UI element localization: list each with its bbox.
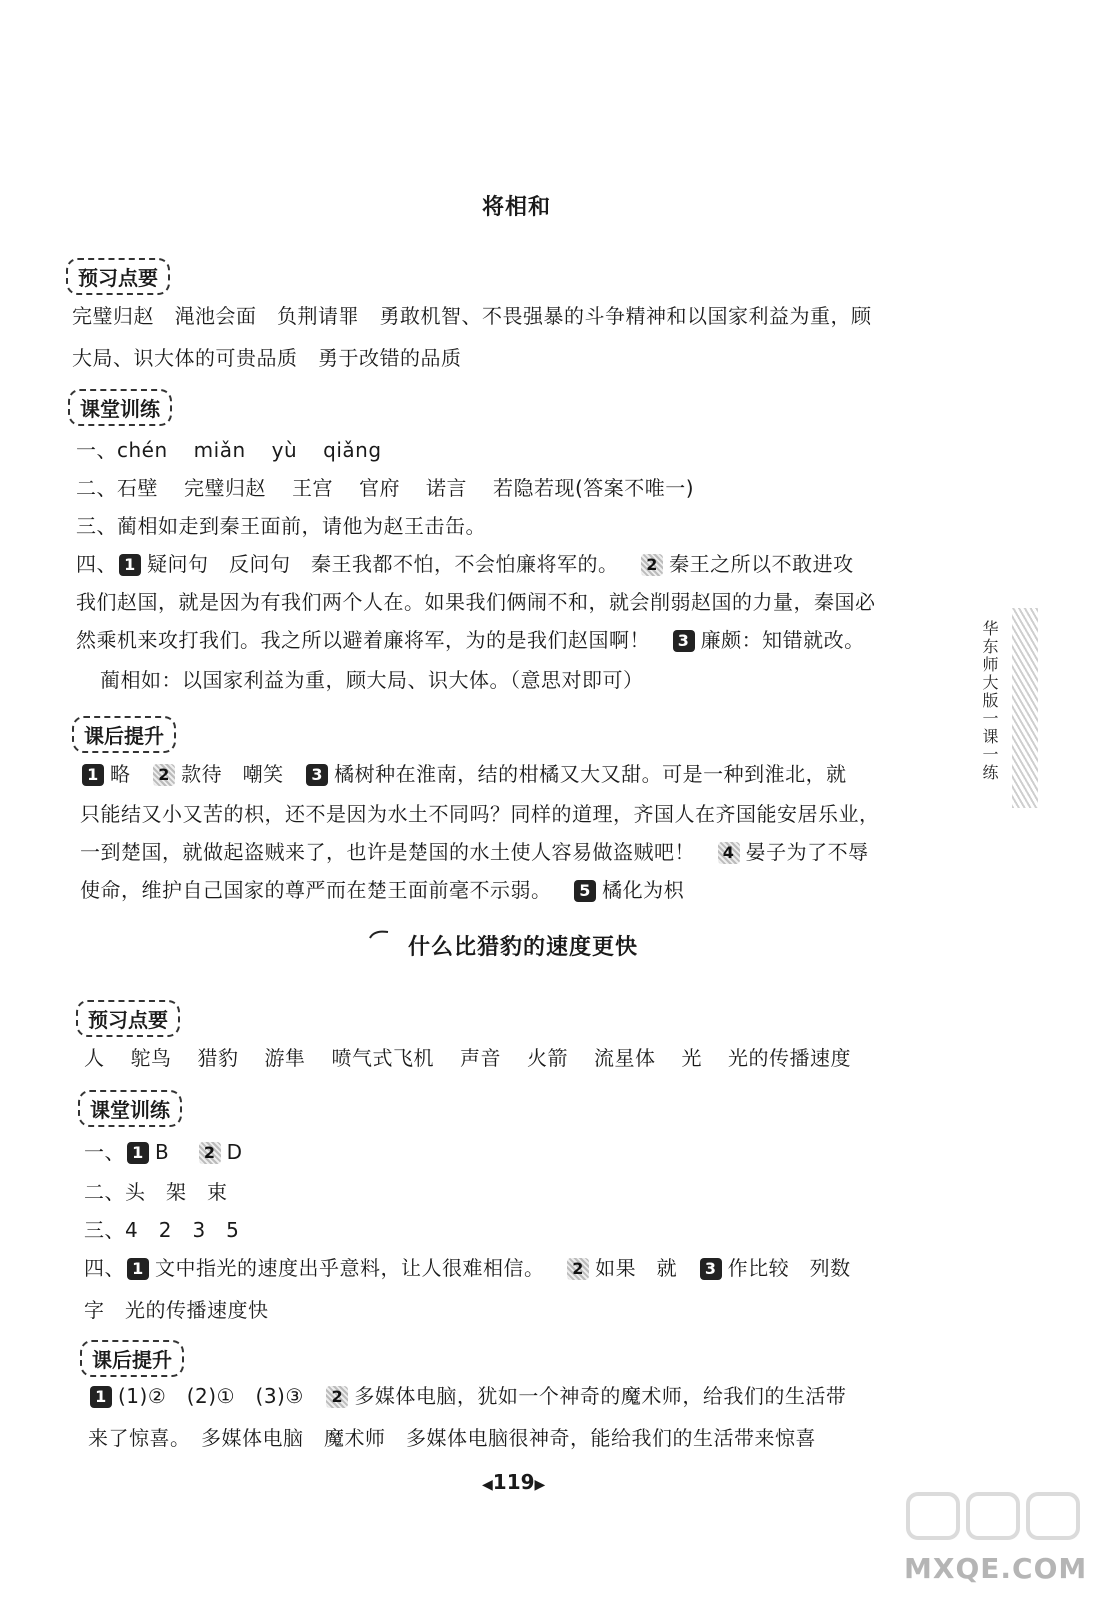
s2-exercise-4-line-2: 字 光的传播速度快: [84, 1298, 269, 1322]
answer-text: 橘化为枳: [602, 878, 685, 902]
exercise-2: [76, 472, 694, 501]
preview-item: 人: [84, 1046, 105, 1070]
word-item: 石壁: [117, 476, 158, 500]
answer-text: B: [155, 1140, 170, 1164]
answer-text: 疑问句 反问句 秦王我都不怕，不会怕廉将军的。: [147, 552, 619, 576]
preview-tag: 预习点要: [76, 1000, 180, 1037]
side-label: 华东师大版一课一练: [980, 620, 999, 782]
pinyin-item: chén: [117, 438, 168, 462]
answer-text: 秦王之所以不敢进攻: [669, 552, 854, 576]
number-badge: 2: [567, 1258, 589, 1280]
exercise-prefix: 二、: [76, 476, 117, 500]
after-class-tag: 课后提升: [80, 1340, 184, 1377]
preview-item: 光的传播速度: [728, 1046, 851, 1070]
answer-text: 橘树种在淮南，结的柑橘又大又甜。可是一种到淮北，就: [334, 762, 847, 786]
after-line-3: [80, 836, 869, 865]
after-line-1: [80, 758, 847, 787]
number-badge: 4: [718, 842, 740, 864]
word-item: 完璧归赵: [184, 476, 266, 500]
exercise-4-line-4: 蔺相如：以国家利益为重，顾大局、识大体。（意思对即可）: [100, 668, 644, 692]
decorative-curl-icon: [368, 928, 392, 940]
answer-text: 如果 就: [595, 1256, 678, 1280]
s2-exercise-3: 三、4 2 3 5: [84, 1218, 240, 1242]
watermark-text: MXQE.COM: [904, 1552, 1088, 1585]
number-badge: 1: [127, 1258, 149, 1280]
page-number-value: 119: [492, 1470, 535, 1494]
number-badge: 1: [119, 554, 141, 576]
class-tag-1-wrap: [68, 389, 172, 426]
preview-item: 游隼: [264, 1046, 306, 1070]
pinyin-item: qiǎng: [323, 438, 382, 462]
preview-items: [84, 1042, 851, 1071]
answer-text: 款待 嘲笑: [181, 762, 284, 786]
word-item: 诺言: [426, 476, 467, 500]
class-tag-2-wrap: [78, 1090, 182, 1127]
number-badge: 2: [326, 1386, 348, 1408]
number-badge: 3: [306, 764, 328, 786]
preview-tag: 预习点要: [66, 258, 170, 295]
pinyin-item: miǎn: [193, 438, 246, 462]
preview-tag-2-wrap: [76, 1000, 180, 1037]
answer-text: D: [226, 1140, 243, 1164]
word-item: 王宫: [292, 476, 333, 500]
preview-tag-1-wrap: [66, 258, 170, 295]
preview-line-1: 完璧归赵 渑池会面 负荆请罪 勇敢机智、不畏强暴的斗争精神和以国家利益为重，顾: [72, 304, 872, 328]
exercise-4-line-3: [76, 624, 865, 653]
answer-text: 文中指光的速度出乎意料，让人很难相信。: [155, 1256, 545, 1280]
after-tag-1-wrap: [72, 716, 176, 753]
pinyin-item: yù: [271, 438, 298, 462]
exercise-prefix: 一、: [84, 1140, 125, 1164]
preview-item: 喷气式飞机: [331, 1046, 434, 1070]
s2-after-line-1: [88, 1380, 846, 1409]
word-item: 若隐若现(答案不唯一): [493, 476, 695, 500]
section-1-title: 将相和: [482, 195, 552, 220]
exercise-4: [76, 548, 854, 577]
number-badge: 3: [673, 630, 695, 652]
after-tag-2-wrap: [80, 1340, 184, 1377]
class-training-tag: 课堂训练: [78, 1090, 182, 1127]
exercise-prefix: 一、: [76, 438, 117, 462]
class-training-tag: 课堂训练: [68, 389, 172, 426]
s2-exercise-1: [84, 1136, 243, 1165]
answer-text: (1)② (2)① (3)③: [118, 1384, 304, 1408]
exercise-1: [76, 434, 408, 463]
preview-item: 光: [681, 1046, 702, 1070]
answer-text: 使命，维护自己国家的尊严而在楚王面前毫不示弱。: [80, 878, 552, 902]
s2-after-line-2: 来了惊喜。 多媒体电脑 魔术师 多媒体电脑很神奇，能给我们的生活带来惊喜: [88, 1426, 816, 1450]
right-arrow-icon: ▶: [534, 1477, 546, 1493]
s2-exercise-2: 二、头 架 束: [84, 1180, 228, 1204]
answer-text: 多媒体电脑，犹如一个神奇的魔术师，给我们的生活带: [354, 1384, 847, 1408]
preview-item: 火箭: [527, 1046, 568, 1070]
exercise-4-line-2: 我们赵国，就是因为有我们两个人在。如果我们俩闹不和，就会削弱赵国的力量，秦国必: [76, 590, 876, 614]
preview-item: 猎豹: [197, 1046, 239, 1070]
s2-exercise-4: [84, 1252, 851, 1281]
exercise-prefix: 四、: [76, 552, 117, 576]
section-2-title: 什么比猎豹的速度更快: [408, 935, 639, 960]
answer-text: 略: [110, 762, 131, 786]
number-badge: 1: [127, 1142, 149, 1164]
answer-text: 晏子为了不辱: [745, 840, 869, 864]
left-arrow-icon: ◀: [482, 1477, 493, 1493]
answer-text: 一到楚国，就做起盗贼来了，也许是楚国的水土使人容易做盗贼吧！: [80, 840, 695, 864]
word-item: 官府: [359, 476, 400, 500]
answer-text: 作比较 列数: [727, 1256, 851, 1280]
preview-line-2: 大局、识大体的可贵品质 勇于改错的品质: [72, 346, 462, 370]
number-badge: 2: [153, 764, 175, 786]
preview-item: 声音: [460, 1046, 501, 1070]
exercise-3: 三、蔺相如走到秦王面前，请他为赵王击缶。: [76, 514, 486, 538]
number-badge: 2: [199, 1142, 221, 1164]
number-badge: 3: [700, 1258, 722, 1280]
number-badge: 2: [641, 554, 663, 576]
after-line-4: [80, 874, 684, 903]
answer-text: 然乘机来攻打我们。我之所以避着廉将军，为的是我们赵国啊！: [76, 628, 650, 652]
after-class-tag: 课后提升: [72, 716, 176, 753]
preview-item: 鸵鸟: [130, 1046, 172, 1070]
after-line-2: 只能结又小又苦的枳，还不是因为水土不同吗？同样的道理，齐国人在齐国能安居乐业，: [80, 802, 880, 826]
number-badge: 1: [90, 1386, 112, 1408]
number-badge: 5: [574, 880, 596, 902]
page-number: [482, 1470, 545, 1494]
exercise-prefix: 四、: [84, 1256, 125, 1280]
number-badge: 1: [82, 764, 104, 786]
side-tab-pattern: [1012, 608, 1038, 808]
answer-text: 廉颇：知错就改。: [700, 628, 865, 652]
preview-item: 流星体: [594, 1046, 656, 1070]
